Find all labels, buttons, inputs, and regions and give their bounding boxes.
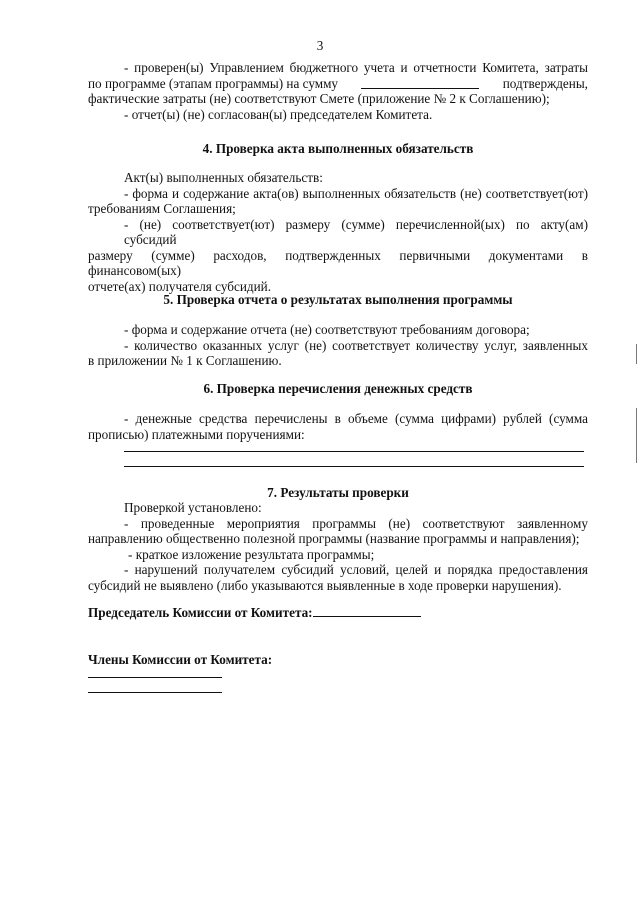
s4-line-5: размеру (сумме) расходов, подтвержденных первичными документами в финансовом(ых): [88, 247, 588, 278]
s6-line-2: прописью) платежными поручениями:: [88, 426, 305, 442]
s7-line-1: Проверкой установлено:: [124, 500, 262, 515]
section-5-body: [88, 322, 588, 369]
intro-line-3: фактические затраты (не) соответствуют Смете (приложение № 2 к Соглашению);: [88, 91, 550, 106]
members-signature-label: Члены Комиссии от Комитета:: [88, 652, 273, 667]
member-signature-line-1: [88, 677, 222, 678]
s7-line-5: - нарушений получателем субсидий условий, целей и порядка предоставления: [124, 562, 588, 577]
scan-edge-mark-1: [636, 344, 637, 364]
section-7-body: [88, 500, 588, 593]
section-5-title: 5. Проверка отчета о результатах выполнения программы: [163, 292, 513, 307]
section-4-body: [88, 170, 588, 294]
s7-line-4: - краткое изложение результата программы;: [128, 546, 375, 562]
sum-blank-line: [361, 76, 479, 89]
intro-line-1: - проверен(ы) Управлением бюджетного учета и отчетности Комитета, затраты: [124, 60, 588, 75]
section-4-title: 4. Проверка акта выполненных обязательств: [202, 141, 474, 156]
s7-line-3: направлению общественно полезной программы (название программы и направления);: [88, 531, 580, 546]
s5-line-3: в приложении № 1 к Соглашению.: [88, 353, 282, 368]
chair-signature-line: [313, 604, 421, 617]
s4-line-3: требованиям Соглашения;: [88, 201, 236, 216]
intro-line-2: [88, 76, 588, 92]
section-6-body: [88, 411, 588, 442]
section-7-title: 7. Результаты проверки: [267, 485, 409, 500]
section-6-title: 6. Проверка перечисления денежных средств: [203, 381, 473, 396]
payment-blank-line-2: [124, 466, 584, 467]
s4-line-2: - форма и содержание акта(ов) выполненных обязательств (не) соответствует(ют): [124, 185, 588, 201]
page-number: 3: [316, 38, 324, 53]
s7-line-2: - проведенные мероприятия программы (не) соответствуют заявленному: [124, 515, 588, 531]
s4-line-4: - (не) соответствует(ют) размеру (сумме) перечисленной(ых) по акту(ам) субсидий: [124, 216, 588, 247]
chair-signature-label: Председатель Комиссии от Комитета:: [88, 605, 313, 620]
s5-line-2: - количество оказанных услуг (не) соответствует количеству услуг, заявленных: [124, 337, 588, 353]
chair-signature-row: [88, 604, 588, 621]
s6-line-1: - денежные средства перечислены в объеме (сумма цифрами) рублей (сумма: [124, 411, 588, 426]
intro-line-2-end: подтверждены,: [502, 75, 588, 91]
intro-block: [88, 60, 588, 122]
intro-line-2-text: по программе (этапам программы) на сумму: [88, 75, 339, 91]
intro-line-4: - отчет(ы) (не) согласован(ы) председателем Комитета.: [124, 106, 433, 122]
payment-blank-line-1: [124, 451, 584, 452]
scan-edge-mark-2: [636, 408, 637, 463]
s5-line-1: - форма и содержание отчета (не) соответствуют требованиям договора;: [124, 322, 530, 337]
s4-line-1: Акт(ы) выполненных обязательств:: [124, 170, 323, 185]
member-signature-line-2: [88, 692, 222, 693]
s7-line-6: субсидий не выявлено (либо указываются выявленные в ходе проверки нарушения).: [88, 577, 562, 593]
s4-line-6: отчете(ах) получателя субсидий.: [88, 278, 272, 294]
